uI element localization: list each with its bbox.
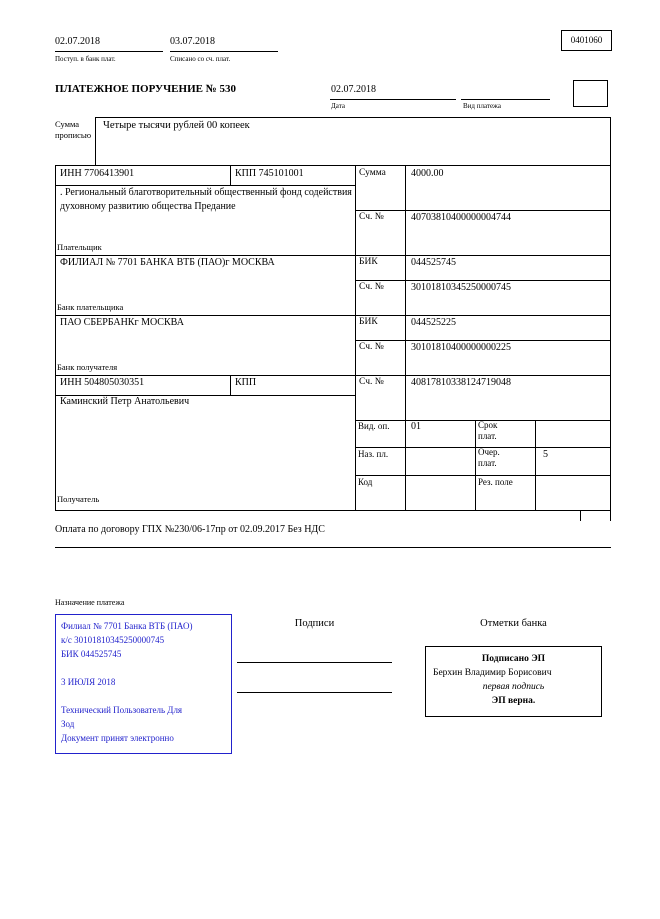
recipient-name: Каминский Петр Анатольевич xyxy=(60,396,190,407)
amount-value: 4000.00 xyxy=(411,168,444,179)
signature-line-1 xyxy=(237,662,392,663)
table-border xyxy=(355,280,611,281)
payer-bank-name: ФИЛИАЛ № 7701 БАНКА ВТБ (ПАО)г МОСКВА xyxy=(60,257,275,268)
recipient-section-label: Получатель xyxy=(57,494,100,504)
writeoff-date-value: 03.07.2018 xyxy=(170,36,215,47)
payment-priority-value: 5 xyxy=(543,449,548,460)
table-border xyxy=(405,165,406,510)
table-border xyxy=(230,165,231,185)
table-border xyxy=(355,340,611,341)
bank-marks-box xyxy=(425,646,602,717)
stamp-line: Филиал № 7701 Банка ВТБ (ПАО) xyxy=(61,621,193,631)
amount-in-words: Четыре тысячи рублей 00 копеек xyxy=(103,120,250,131)
table-border xyxy=(355,210,611,211)
table-border xyxy=(95,117,611,118)
stamp-line: Зод xyxy=(61,719,75,729)
recipient-bank-bik-value: 044525225 xyxy=(411,317,456,328)
doc-title: ПЛАТЕЖНОЕ ПОРУЧЕНИЕ № 530 xyxy=(55,83,237,95)
purpose-section-label: Назначение платежа xyxy=(55,598,125,607)
signature-kind: первая подпись xyxy=(482,682,545,692)
stamp-line: Документ принят электронно xyxy=(61,733,174,743)
payer-account-label: Сч. № xyxy=(359,212,384,222)
table-border xyxy=(475,420,476,510)
stamp-line: Технический Пользователь Для xyxy=(61,705,183,715)
recipient-bank-account-value: 30101810400000000225 xyxy=(411,342,511,353)
table-border xyxy=(580,510,581,521)
ep-verified: ЭП верна. xyxy=(491,696,536,706)
stamp-line xyxy=(61,689,226,703)
recipient-account-label: Сч. № xyxy=(359,377,384,387)
operation-type-label: Вид. оп. xyxy=(358,421,390,431)
table-border xyxy=(95,117,96,165)
divider xyxy=(55,51,163,52)
table-border xyxy=(55,165,56,510)
recipient-inn: ИНН 504805030351 xyxy=(60,377,145,388)
payment-term-label: Срок плат. xyxy=(478,420,498,441)
stamp-line xyxy=(61,661,226,675)
bank-marks-title: Отметки банка xyxy=(480,618,547,629)
table-border xyxy=(55,510,611,511)
doc-date-value: 02.07.2018 xyxy=(331,84,376,95)
payer-bank-account-label: Сч. № xyxy=(359,282,384,292)
divider xyxy=(330,99,456,100)
payer-inn: ИНН 7706413901 xyxy=(60,168,135,179)
recipient-account-value: 40817810338124719048 xyxy=(411,377,511,388)
received-date-value: 02.07.2018 xyxy=(55,36,100,47)
payer-bank-bik-value: 044525745 xyxy=(411,257,456,268)
table-border xyxy=(230,375,231,395)
divider xyxy=(55,547,611,548)
table-border xyxy=(55,255,611,256)
table-border xyxy=(55,165,611,166)
recipient-bank-bik-label: БИК xyxy=(359,317,378,327)
payment-type-label: Вид платежа xyxy=(463,102,502,110)
recipient-kpp-label: КПП xyxy=(235,377,257,388)
received-date-label: Поступ. в банк плат. xyxy=(55,55,116,63)
doc-date-label: Дата xyxy=(331,102,345,110)
form-code: 0401060 xyxy=(570,35,603,45)
table-border xyxy=(355,165,356,510)
amount-label: Сумма xyxy=(359,168,386,178)
purpose-text: Оплата по договору ГПХ №230/06-17пр от 02.09.2017 Без НДС xyxy=(55,524,325,535)
payer-bank-account-value: 30101810345250000745 xyxy=(411,282,511,293)
payment-priority-label: Очер. плат. xyxy=(478,447,500,468)
code-label: Код xyxy=(358,477,373,487)
table-border xyxy=(535,420,536,510)
amount-in-words-label: Сумма прописью xyxy=(55,119,92,140)
table-border xyxy=(610,117,611,521)
recipient-bank-account-label: Сч. № xyxy=(359,342,384,352)
payer-bank-bik-label: БИК xyxy=(359,257,378,267)
payer-kpp: КПП 745101001 xyxy=(235,168,304,179)
stamp-line: к/с 30101810345250000745 xyxy=(61,635,165,645)
payer-bank-section-label: Банк плательщика xyxy=(57,302,124,312)
bank-stamp xyxy=(55,614,232,754)
payer-account-value: 40703810400000004744 xyxy=(411,212,511,223)
divider xyxy=(170,51,278,52)
divider xyxy=(461,99,550,100)
reserve-field-label: Рез. поле xyxy=(478,477,513,487)
stamp-line: БИК 044525745 xyxy=(61,649,122,659)
payer-name: . Региональный благотворительный общественный фонд содействия духовному развитию общества Предание xyxy=(60,187,352,212)
payment-type-box xyxy=(573,80,608,107)
table-border xyxy=(55,375,611,376)
signature-line-2 xyxy=(237,692,392,693)
signatures-title: Подписи xyxy=(294,618,335,629)
naz-pl-label: Наз. пл. xyxy=(358,449,389,459)
operation-type-value: 01 xyxy=(411,421,421,432)
table-border xyxy=(55,315,611,316)
recipient-bank-name: ПАО СБЕРБАНКг МОСКВА xyxy=(60,317,184,328)
stamp-line: 3 ИЮЛЯ 2018 xyxy=(61,677,116,687)
form-code-box xyxy=(561,30,612,51)
signed-ep-label: Подписано ЭП xyxy=(481,654,546,664)
writeoff-date-label: Списано со сч. плат. xyxy=(170,55,231,63)
recipient-bank-section-label: Банк получателя xyxy=(57,362,118,372)
signer-name: Берхин Владимир Борисович xyxy=(433,668,552,678)
payer-section-label: Плательщик xyxy=(57,242,102,252)
table-border xyxy=(355,475,611,476)
